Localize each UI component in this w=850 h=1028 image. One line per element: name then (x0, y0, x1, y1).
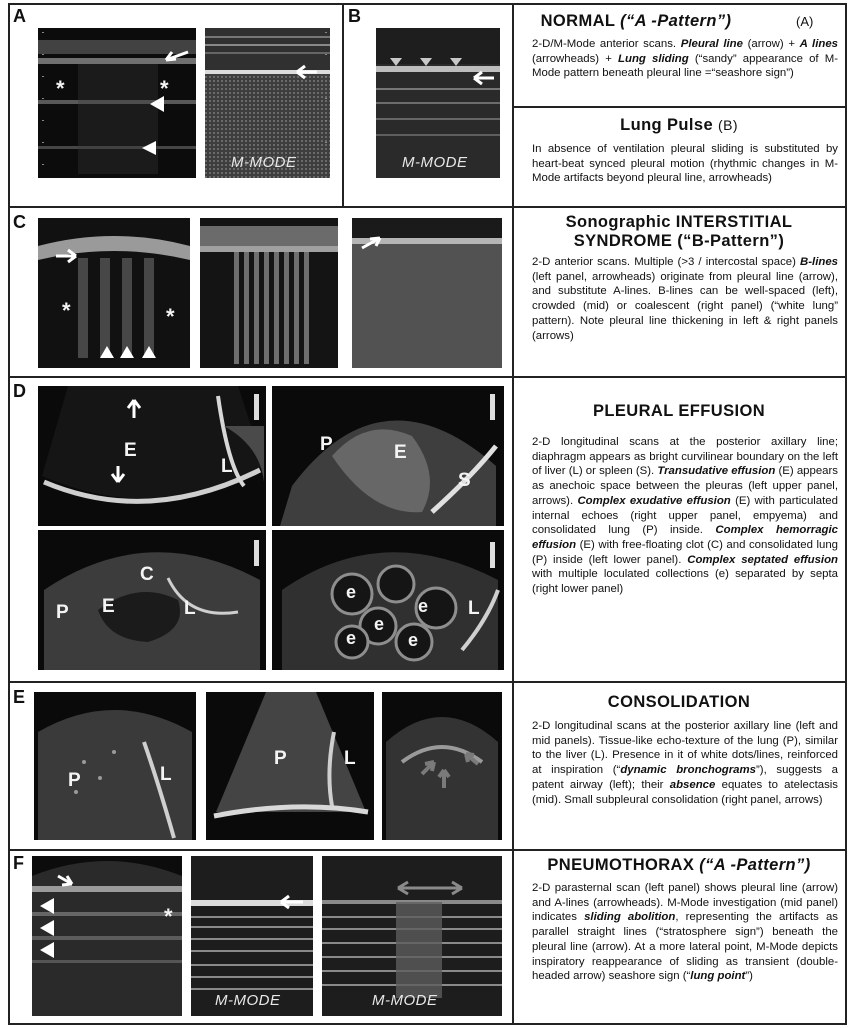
panel-label-b: B (348, 6, 361, 26)
lung-pulse-text: In absence of ventilation pleural sliding is substituted by heart-beat synced pleural motion (rhythmic changes in M-Mode artifacts beyond pleural line, arrowheads) (532, 143, 838, 185)
star-marker: * (56, 76, 65, 101)
effusion-text: 2-D longitudinal scans at the posterior axillary line; diaphragm appears as bright curvilinear boundary on the left of liver (L) or spleen (S). Transudative effusion (E) appears as anechoic space between the pleuras (left upper panel, arrows). Complex exudative effusion (E) with particulated internal echoes (right upper panel, empyema) and consolidated lung (P) inside. Complex hemorragic effusion (E) with free-floating clot (C) and consolidated lung (P) inside (left lower panel). Complex septated effusion with multiple loculated collections (e) separated by septa (right lower panel) (532, 436, 838, 596)
mmode-label: M-MODE (215, 992, 281, 1009)
image-f-2d (32, 856, 182, 1016)
divider-row-2 (8, 376, 847, 378)
label-liver: L (344, 748, 356, 769)
pneumothorax-title: PNEUMOTHORAX (547, 856, 695, 874)
label-effusion: E (124, 440, 137, 461)
label-clot: C (140, 564, 154, 585)
label-loculated-collection: e (374, 614, 385, 634)
effusion-heading: PLEURAL EFFUSION (592, 402, 766, 420)
image-c-left (38, 218, 190, 368)
label-loculated-collection: e (408, 630, 419, 650)
panel-label-c: C (13, 212, 26, 232)
normal-subtitle: (“A -Pattern”) (620, 12, 732, 30)
divider-normal-lungpulse (513, 106, 847, 108)
image-c-right (352, 218, 502, 368)
label-liver: L (468, 598, 480, 619)
image-e-mid (206, 692, 374, 840)
label-consolidated-lung: P (320, 434, 333, 455)
lung-pulse-title: Lung Pulse (620, 116, 714, 134)
image-d-lower-left (38, 530, 266, 670)
label-consolidated-lung: P (56, 602, 69, 623)
star-marker: * (166, 304, 175, 329)
label-effusion: E (394, 442, 407, 463)
image-e-right (382, 692, 502, 840)
lung-pulse-panel-ref: (B) (718, 117, 738, 133)
label-liver: L (184, 598, 196, 619)
interstitial-title-line-1: Sonographic INTERSTITIAL (565, 213, 793, 231)
label-spleen: S (458, 470, 471, 491)
label-loculated-collection: e (418, 596, 429, 616)
interstitial-heading (516, 213, 842, 251)
label-consolidated-lung: P (274, 748, 287, 769)
image-a-mmode (205, 28, 330, 178)
image-d-upper-left (38, 386, 266, 526)
pneumothorax-text: 2-D parasternal scan (left panel) shows pleural line (arrow) and A-lines (arrowheads). M-Mode investigation (mid panel) indicates sliding abolition, representing the artifacts as parallel straight lines (“stratosphere sign”) beneath the pleural line (arrow). At a more lateral point, M-Mode depicts inspiratory reappearance of sliding as transient (double-headed arrow) seashore sign (“lung point”) (532, 882, 838, 983)
panel-label-e: E (13, 687, 26, 707)
divider-row-3 (8, 681, 847, 683)
image-e-left (34, 692, 196, 840)
mmode-label: M-MODE (402, 154, 468, 171)
image-a-2d (38, 28, 196, 178)
star-marker: * (160, 76, 169, 101)
panel-label-a: A (13, 6, 26, 26)
star-marker: * (62, 298, 71, 323)
label-loculated-collection: e (346, 628, 357, 648)
label-liver: L (160, 764, 172, 785)
image-c-mid (200, 218, 338, 368)
panel-label-d: D (13, 381, 26, 401)
panel-label-f: F (13, 853, 24, 873)
image-d-lower-right (272, 530, 504, 670)
label-loculated-collection: e (346, 582, 357, 602)
divider-row-4 (8, 849, 847, 851)
consolidation-heading: CONSOLIDATION (607, 693, 751, 711)
normal-title: NORMAL (540, 12, 616, 30)
image-f-mmode-mid (191, 856, 313, 1016)
depth-scale (42, 32, 44, 174)
mmode-label: M-MODE (372, 992, 438, 1009)
normal-heading (516, 12, 756, 31)
divider-text-column (512, 3, 514, 1025)
normal-panel-ref: (A) (796, 14, 814, 29)
image-d-upper-right (272, 386, 504, 526)
lung-pulse-heading (516, 116, 842, 135)
interstitial-title-line-2: SYNDROME (“B-Pattern”) (573, 232, 785, 250)
label-effusion: E (102, 596, 115, 617)
image-b-mmode (376, 28, 500, 178)
image-f-mmode-right (322, 856, 502, 1016)
mmode-label: M-MODE (231, 154, 297, 171)
divider-a-b (342, 3, 344, 208)
pneumothorax-heading (516, 856, 842, 875)
normal-text: 2-D/M-Mode anterior scans. Pleural line (arrow) + A lines (arrowheads) + Lung sliding (“sandy” appearance of M-Mode pattern beneath pleural line =“seashore sign”) (532, 38, 839, 80)
interstitial-text: 2-D anterior scans. Multiple (>3 / intercostal space) B-lines (left panel, arrowheads) originate from pleural line (arrow), and substitute A-lines. B-lines can be well-spaced (left), crowded (mid) or coalescent (right panel) (“white lung” pattern). Note pleural line thickening in left & right panels (arrows) (532, 256, 838, 342)
label-liver: L (221, 456, 233, 477)
consolidation-text: 2-D longitudinal scans at the posterior axillary line (left and mid panels). Tissue-like echo-texture of the lung (P), similar to the liver (L). Presence in it of white dots/lines, reinforced at inspiration (“dynamic bronchograms”), suggests a patent airway (left); their absence equates to atelectasis (mid). Small subpleural consolidation (right panel, arrows) (532, 720, 838, 806)
pneumothorax-subtitle: (“A -Pattern”) (699, 856, 811, 874)
divider-row-1 (8, 206, 847, 208)
depth-scale (325, 32, 327, 174)
star-marker: * (164, 904, 173, 929)
label-consolidated-lung: P (68, 770, 81, 791)
